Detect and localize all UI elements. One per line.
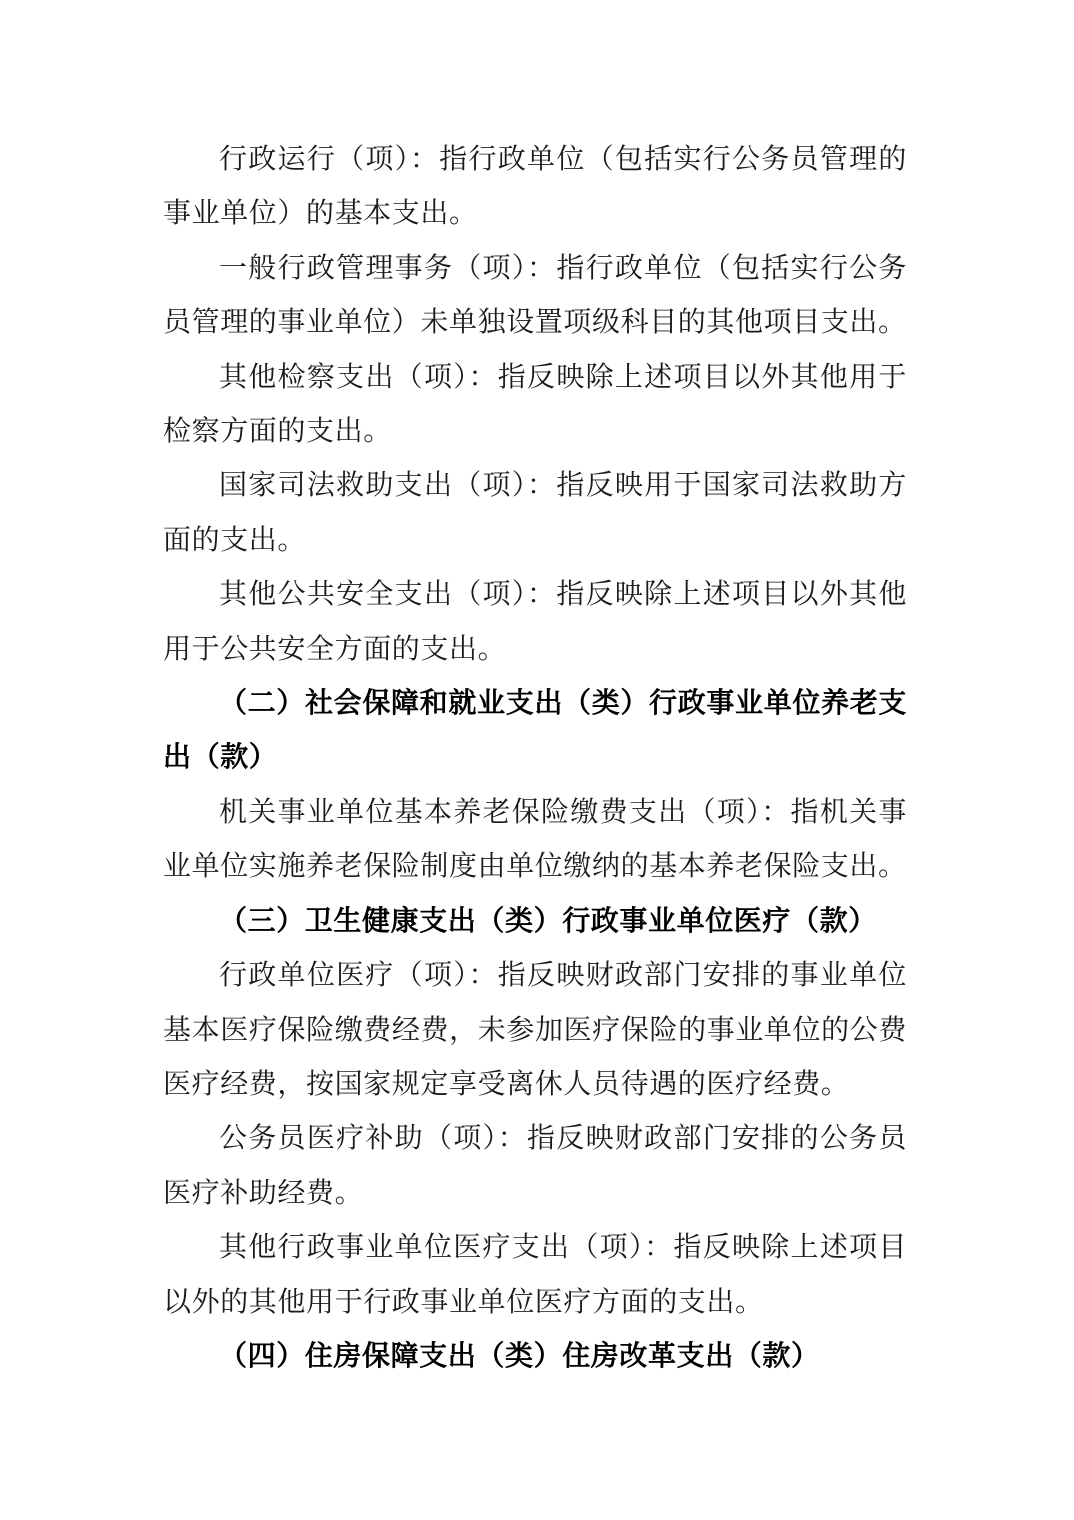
paragraph-admin-unit-medical: 行政单位医疗（项）：指反映财政部门安排的事业单位基本医疗保险缴费经费，未参加医疗保险的事业单位的公费医疗经费，按国家规定享受离休人员待遇的医疗经费。 (163, 960, 907, 1100)
section-heading-housing: （四）住房保障支出（类）住房改革支出（款） (219, 1340, 820, 1372)
paragraph-admin-operation: 行政运行（项）：指行政单位（包括实行公务员管理的事业单位）的基本支出。 (163, 144, 907, 230)
section-heading-health: （三）卫生健康支出（类）行政事业单位医疗（款） (219, 905, 877, 937)
paragraph-other-procuratorial: 其他检察支出（项）：指反映除上述项目以外其他用于检察方面的支出。 (163, 361, 907, 448)
paragraph-pension-contribution: 机关事业单位基本养老保险缴费支出（项）：指机关事业单位实施养老保险制度由单位缴纳的基本养老保险支出。 (163, 796, 907, 883)
paragraph-state-judicial-aid: 国家司法救助支出（项）：指反映用于国家司法救助方面的支出。 (163, 470, 907, 556)
paragraph-other-public-security: 其他公共安全支出（项）：指反映除上述项目以外其他用于公共安全方面的支出。 (163, 579, 907, 665)
paragraph-general-admin-affairs: 一般行政管理事务（项）：指行政单位（包括实行公务员管理的事业单位）未单独设置项级科目的其他项目支出。 (163, 252, 907, 339)
paragraph-other-medical-expenditure: 其他行政事业单位医疗支出（项）：指反映除上述项目以外的其他用于行政事业单位医疗方面的支出。 (163, 1232, 907, 1318)
section-heading-social-security: （二）社会保障和就业支出（类）行政事业单位养老支出（款） (163, 688, 907, 774)
paragraph-civil-servant-medical-subsidy: 公务员医疗补助（项）：指反映财政部门安排的公务员医疗补助经费。 (163, 1123, 907, 1209)
document-body (163, 133, 907, 1384)
